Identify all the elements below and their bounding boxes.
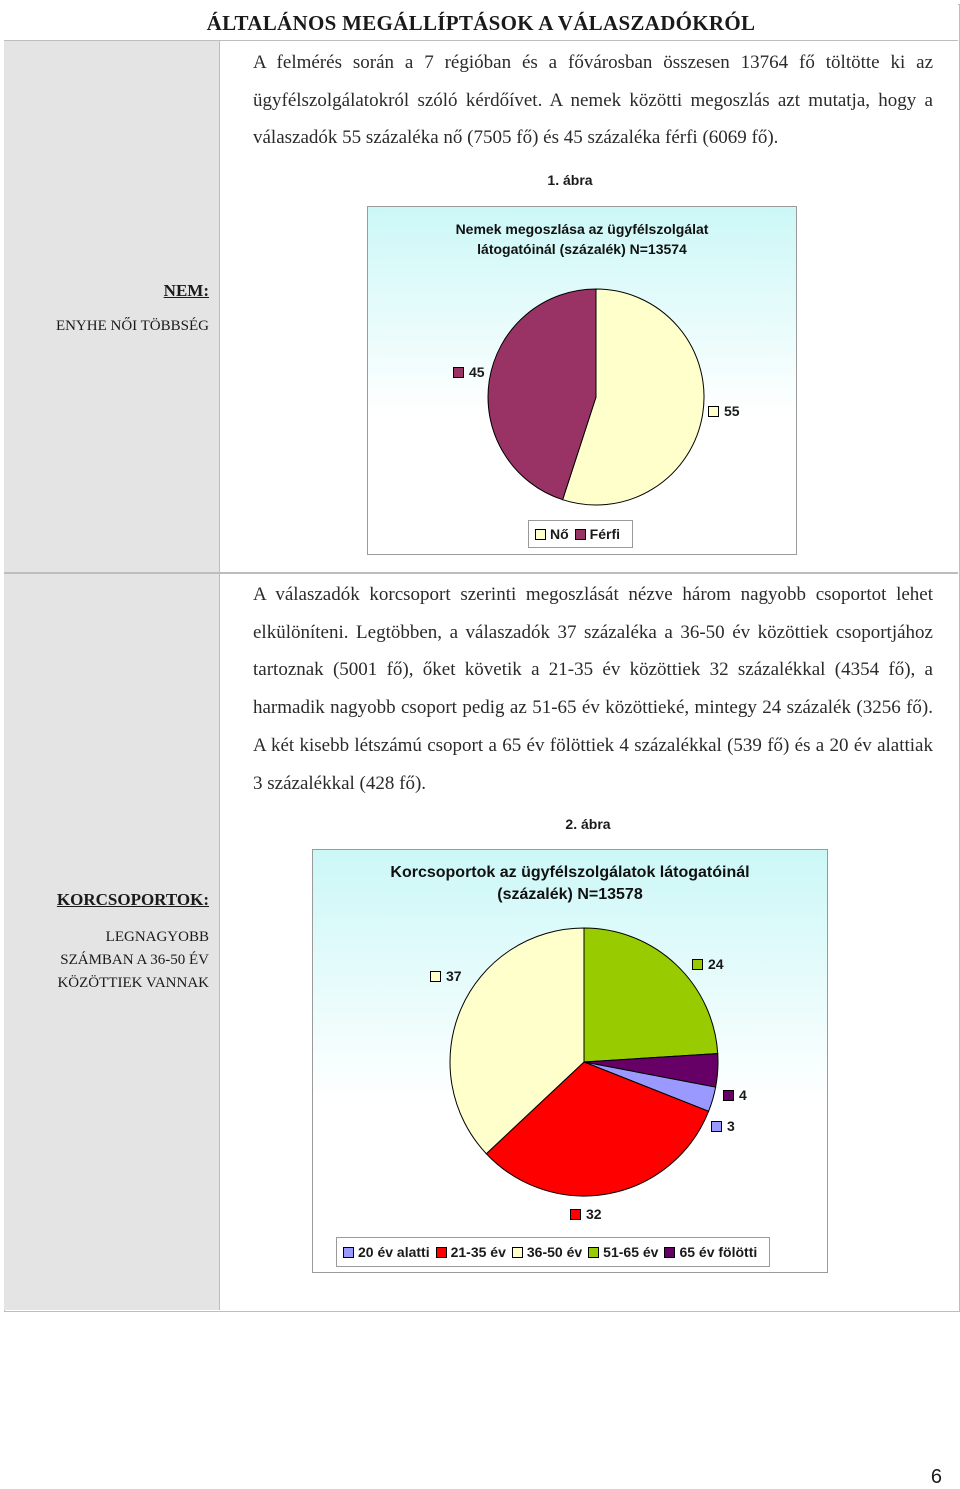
chart-gender-legend <box>528 520 633 548</box>
legend-swatch-20-minus <box>343 1247 354 1258</box>
figure-caption-2: 2. ábra <box>565 816 611 832</box>
legend-label-21-35: 21-35 év <box>450 1244 506 1260</box>
side-text-line-2: SZÁMBAN A 36-50 ÉV <box>60 952 209 968</box>
chart-gender-label-no <box>708 403 740 419</box>
legend-label-ferfi: Férfi <box>589 526 621 542</box>
chart-age-title-line-2: (százalék) N=13578 <box>497 886 643 903</box>
legend-item-51-65 <box>588 1244 658 1260</box>
legend-label-no: Nő <box>550 526 569 542</box>
chart-age-label-51-65-swatch <box>692 959 703 970</box>
chart-age-label-36-50 <box>430 968 462 984</box>
side-text-line-1: LEGNAGYOBB <box>105 929 209 945</box>
chart-gender-title-line-2: látogatóinál (százalék) N=13574 <box>477 241 687 257</box>
chart-gender <box>367 206 797 555</box>
legend-label-51-65: 51-65 év <box>603 1244 659 1260</box>
paragraph-age-text: A válaszadók korcsoport szerinti megoszlását nézve három nagyobb csoportot lehet elkülöníteni. Legtöbben, a válaszadók 37 százaléka a 36-50 év közöttiek csoportjához tartoznak (5001 fő), őket követik a 21-35 év közöttiek 32 százalékkal (4354 fő), a harmadik nagyobb csoport pedig az 51-65 év közöttieké, mintegy 24 százalék (3256 fő). A két kisebb létszámú csoport a 65 év fölöttiek 4 százalékkal (539 fő) és a 20 év alattiak 3 százalékkal (428 fő). <box>253 584 933 794</box>
chart-age-label-65-plus-swatch <box>723 1090 734 1101</box>
chart-age-label-21-35-swatch <box>570 1209 581 1220</box>
figure-caption-1: 1. ábra <box>547 172 593 188</box>
paragraph-gender-text: A felmérés során a 7 régióban és a fővárosban összesen 13764 fő töltötte ki az ügyfélszolgálatokról szóló kérdőívet. A nemek közötti megoszlás azt mutatja, hogy a válaszadók 55 százaléka nő (7505 fő) és 45 százaléka férfi (6069 fő). <box>253 52 933 149</box>
side-text-nem: ENYHE NŐI TÖBBSÉG <box>55 318 209 334</box>
chart-gender-label-no-swatch <box>708 406 719 417</box>
age-slice-51-65-év <box>584 928 718 1062</box>
chart-gender-title-line-1: Nemek megoszlása az ügyfélszolgálat <box>455 221 709 237</box>
side-heading-nem: NEM: <box>163 281 209 300</box>
legend-label-36-50: 36-50 év <box>526 1244 583 1260</box>
chart-age-label-65-plus <box>723 1087 747 1103</box>
chart-age-label-20-minus-value: 3 <box>727 1118 735 1134</box>
side-text-korcsoportok <box>57 926 209 995</box>
legend-item-ferfi <box>575 526 620 542</box>
chart-age-label-20-minus-swatch <box>711 1121 722 1132</box>
paragraph-gender <box>253 44 933 157</box>
side-heading-korcsoportok: KORCSOPORTOK: <box>56 890 209 909</box>
legend-label-20-minus: 20 év alatti <box>358 1244 430 1260</box>
chart-gender-label-ferfi-swatch <box>453 367 464 378</box>
chart-gender-label-ferfi <box>453 364 485 380</box>
legend-swatch-no <box>535 529 546 540</box>
sidebar-nem <box>4 41 220 572</box>
legend-swatch-ferfi <box>575 529 586 540</box>
legend-item-20-minus <box>343 1244 430 1260</box>
paragraph-age <box>253 576 933 802</box>
page-number: 6 <box>930 1466 942 1488</box>
sidebar-korcsoportok <box>4 574 220 1310</box>
legend-swatch-36-50 <box>512 1247 523 1258</box>
chart-gender-plot <box>368 207 796 554</box>
chart-age-label-36-50-value: 37 <box>446 968 462 984</box>
chart-gender-label-no-value: 55 <box>724 403 740 419</box>
legend-item-65-plus <box>664 1244 757 1260</box>
legend-swatch-21-35 <box>436 1247 447 1258</box>
legend-item-21-35 <box>436 1244 506 1260</box>
chart-age <box>312 849 828 1273</box>
chart-age-label-65-plus-value: 4 <box>739 1087 747 1103</box>
chart-age-label-21-35-value: 32 <box>586 1206 602 1222</box>
chart-age-title-line-1: Korcsoportok az ügyfélszolgálatok látogatóinál <box>390 864 750 881</box>
page-title: ÁLTALÁNOS MEGÁLLÍPTÁSOK A VÁLASZADÓKRÓL <box>4 4 958 41</box>
chart-age-label-20-minus <box>711 1118 735 1134</box>
chart-age-legend <box>336 1237 770 1267</box>
chart-age-label-36-50-swatch <box>430 971 441 982</box>
legend-item-no <box>535 526 569 542</box>
chart-age-label-51-65 <box>692 956 724 972</box>
chart-age-label-21-35 <box>570 1206 602 1222</box>
legend-item-36-50 <box>512 1244 582 1260</box>
chart-gender-label-ferfi-value: 45 <box>469 364 485 380</box>
legend-swatch-65-plus <box>664 1247 675 1258</box>
side-text-line-3: KÖZÖTTIEK VANNAK <box>57 975 209 991</box>
legend-swatch-51-65 <box>588 1247 599 1258</box>
chart-age-label-51-65-value: 24 <box>708 956 724 972</box>
legend-label-65-plus: 65 év fölötti <box>679 1244 758 1260</box>
